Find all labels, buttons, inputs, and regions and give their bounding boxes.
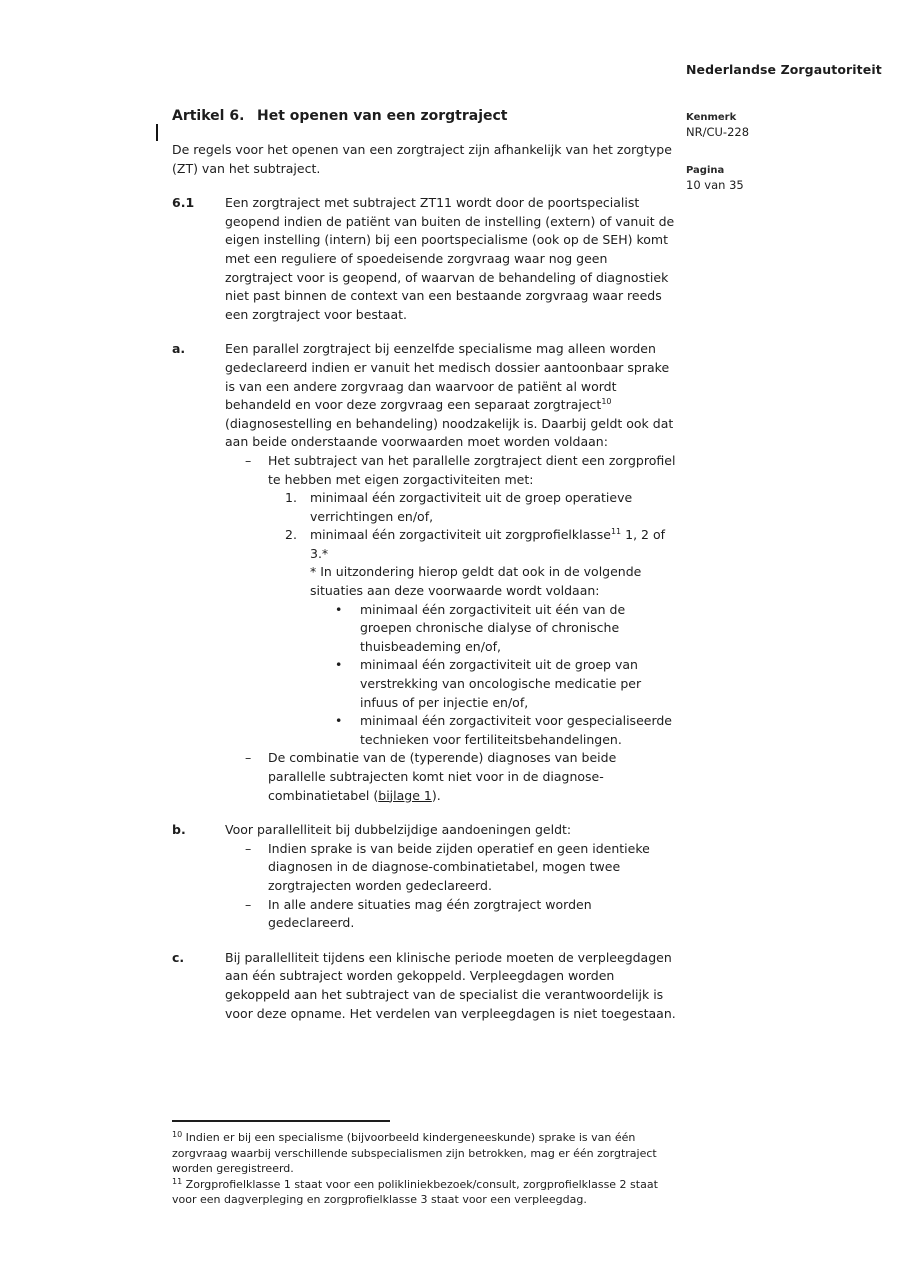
clause-a-dash-1-text: Het subtraject van het parallelle zorgtraject dient een zorgprofiel te hebben met eigen zorgactiviteiten met: [268,452,676,487]
clause-a-text-part2: (diagnosestelling en behandeling) noodzakelijk is. Daarbij geldt ook dat aan beide onderstaande voorwaarden moet worden voldaan: [225,415,674,450]
revision-change-bar-icon [156,124,158,141]
clause-a [172,340,677,805]
numbered-item-1 [268,489,677,526]
clause-6-1-text: Een zorgtraject met subtraject ZT11 wordt door de poortspecialist geopend indien de patiënt van buiten de instelling (extern) of vanuit de eigen instelling (intern) bij een poortspecialisme (ook op de SEH) komt met een reguliere of spoedeisende zorgvraag waar nog geen zorgtraject voor is geopend, of waarvan de behandeling of diagnostiek niet past binnen de context van een bestaande zorgvraag waar reeds een zorgtraject voor bestaat. [225,195,675,322]
clause-c-label: c. [172,949,185,965]
list-number: 1. [285,490,297,506]
clause-6-1 [172,194,677,324]
clause-a-dash-2-text-part2: ). [431,787,441,803]
kenmerk-value: NR/CU-228 [686,125,750,139]
bullet-icon: • [335,601,343,617]
pagina-label: Pagina [686,165,725,176]
bullet-icon: • [335,657,343,673]
bullet-item-2-text: minimaal één zorgactiviteit uit de groep van verstrekking van oncologische medicatie per infuus of per injectie en/of, [360,657,642,710]
footnote-10-number: 10 [172,1130,183,1139]
clause-b-dash-2-text: In alle andere situaties mag één zorgtraject worden gedeclareerd. [268,896,592,931]
clause-a-dash-1 [225,452,677,750]
article-intro: De regels voor het openen van een zorgtraject zijn afhankelijk van het zorgtype (ZT) van het subtraject. [172,142,672,176]
bullet-item-2 [310,656,677,712]
clause-6-1-label: 6.1 [172,195,195,211]
clause-a-dash-2-text [268,749,677,805]
footnote-11-number: 11 [172,1176,183,1186]
kenmerk-label: Kenmerk [686,112,737,123]
document-meta [686,112,856,192]
numbered-item-2-text-part2: 1, 2 of 3.* [310,527,665,561]
numbered-item-2 [268,526,677,749]
clause-a-text [225,340,677,452]
numbered-item-2-text-part1: minimaal één zorgactiviteit uit zorgprofielklasse [310,527,611,543]
clause-a-dash-2 [225,749,677,805]
clause-a-label: a. [172,341,186,357]
footnote-separator [172,1120,390,1122]
numbered-item-2-text [310,526,677,563]
article-number: Artikel 6. [172,108,245,124]
clause-c [172,949,677,1023]
dash-marker-icon: – [245,452,252,468]
numbered-item-1-text: minimaal één zorgactiviteit uit de groep operatieve verrichtingen en/of, [310,490,633,524]
bijlage-1-link[interactable]: bijlage 1 [378,787,432,803]
clause-a-dash-2-text-part1: De combinatie van de (typerende) diagnoses van beide parallelle subtrajecten komt niet voor in de diagnose-combinatietabel ( [268,750,617,803]
list-number: 2. [285,527,297,543]
clause-b-label: b. [172,822,186,838]
footnote-ref-11: 11 [610,527,622,537]
footnote-10 [172,1130,680,1177]
clause-b-dash-2 [225,896,677,933]
clause-a-text-part1: Een parallel zorgtraject bij eenzelfde specialisme mag alleen worden gedeclareerd indien er vanuit het medisch dossier aantoonbaar sprake is van een andere zorgvraag dan waarvoor de patiënt al wordt behandeld en voor deze zorgvraag een separaat zorgtraject [225,341,670,413]
nza-wordmark: Nederlandse Zorgautoriteit [686,62,882,77]
footnotes [172,1120,680,1208]
bullet-item-3 [310,712,677,749]
article-content [172,107,677,1023]
clause-b-dash-1-text: Indien sprake is van beide zijden operatief en geen identieke diagnosen in de diagnose-combinatietabel, mogen twee zorgtrajecten worden gedeclareerd. [268,840,650,893]
article-title: Het openen van een zorgtraject [257,108,508,124]
dash-marker-icon: – [245,750,252,766]
footnote-ref-10: 10 [601,397,612,407]
pagina-value: 10 van 35 [686,178,744,192]
footnote-11 [172,1177,680,1208]
article-heading [172,107,677,126]
footnote-11-text: Zorgprofielklasse 1 staat voor een polikliniekbezoek/consult, zorgprofielklasse 2 staat voor een dagverpleging en zorgprofielklasse 3 staat voor een verpleegdag. [172,1177,658,1207]
star-exception-note: * In uitzondering hierop geldt dat ook in de volgende situaties aan deze voorwaarde wordt voldaan: [310,564,642,599]
clause-b [172,821,677,933]
bullet-icon: • [335,713,343,729]
clause-c-text: Bij parallelliteit tijdens een klinische periode moeten de verpleegdagen aan één subtraject worden gekoppeld. Verpleegdagen worden gekoppeld aan het subtraject van de specialist die verantwoordelijk is voor deze opname. Het verdelen van verpleegdagen is niet toegestaan. [225,949,676,1021]
bullet-item-3-text: minimaal één zorgactiviteit voor gespecialiseerde technieken voor fertiliteitsbehandelingen. [360,713,672,747]
bullet-item-1 [310,601,677,657]
footnote-10-text: Indien er bij een specialisme (bijvoorbeeld kindergeneeskunde) sprake is van één zorgvraag waarbij verschillende subspecialismen zijn betrokken, mag er één zorgtraject worden geregistreerd. [172,1131,657,1176]
clause-b-text: Voor parallelliteit bij dubbelzijdige aandoeningen geldt: [225,822,572,838]
bullet-item-1-text: minimaal één zorgactiviteit uit één van de groepen chronische dialyse of chronische thuisbeademing en/of, [360,601,626,654]
dash-marker-icon: – [245,896,252,912]
clause-b-dash-1 [225,840,677,896]
dash-marker-icon: – [245,840,252,856]
